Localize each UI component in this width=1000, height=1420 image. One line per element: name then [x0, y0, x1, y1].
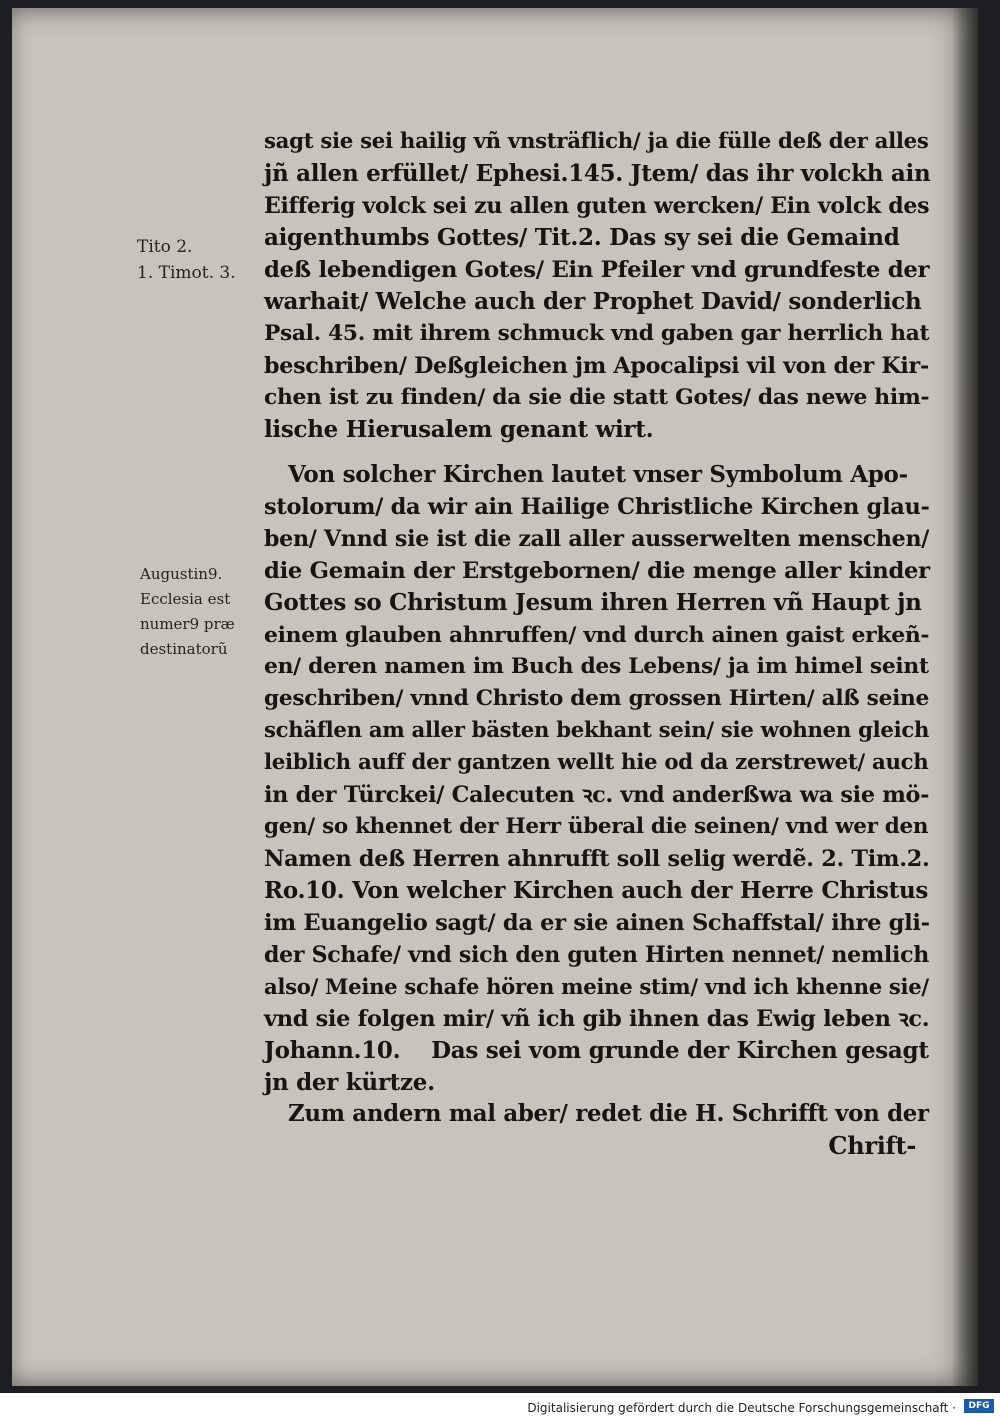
- text-line: vnd sie folgen mir/ vñ ich gib ihnen das Ewig leben ꝛc.: [264, 1006, 930, 1032]
- page-gutter-shadow: [952, 8, 978, 1386]
- text-line: Von solcher Kirchen lautet vnser Symbolum Apo-: [288, 461, 908, 488]
- catchword: Chrift-: [828, 1131, 916, 1160]
- margin-note-line: numer9 præ: [140, 615, 235, 633]
- margin-note-augustin: [140, 562, 235, 662]
- text-line: beschriben/ Deßgleichen jm Apocalipsi vil von der Kir-: [264, 353, 929, 379]
- text-line: deß lebendigen Gotes/ Ein Pfeiler vnd grundfeste der: [264, 257, 930, 283]
- margin-note-tito: Tito 2.: [137, 237, 193, 257]
- text-line: im Euangelio sagt/ da er sie ainen Schaffstal/ ihre gli-: [264, 910, 930, 936]
- funding-credit: Digitalisierung gefördert durch die Deutsche Forschungsgemeinschaft ·: [527, 1401, 956, 1415]
- text-line: schäflen am aller bästen bekhant sein/ sie wohnen gleich: [264, 718, 930, 743]
- text-line: Eifferig volck sei zu allen guten wercken/ Ein volck des: [264, 193, 930, 219]
- paragraph-1: [264, 126, 934, 446]
- dfg-logo: DFG: [964, 1399, 994, 1413]
- text-line: jñ allen erfüllet/ Ephesi.145. Jtem/ das ihr volckh ain: [264, 160, 931, 187]
- text-line: lische Hierusalem genant wirt.: [264, 416, 654, 443]
- text-line: der Schafe/ vnd sich den guten Hirten nennet/ nemlich: [264, 942, 929, 968]
- text-line: jn der kürtze.: [264, 1069, 435, 1096]
- text-line: stolorum/ da wir ain Hailige Christliche Kirchen glau-: [264, 494, 930, 520]
- margin-note-line: destinatorũ: [140, 640, 228, 658]
- margin-note-line: Augustin9.: [140, 565, 223, 583]
- margin-note-timot: 1. Timot. 3.: [137, 263, 236, 283]
- text-line: en/ deren namen im Buch des Lebens/ ja im himel seint: [264, 654, 929, 679]
- text-line: gen/ so khennet der Herr überal die seinen/ vnd wer den: [264, 814, 929, 839]
- text-line: Johann.10. Das sei vom grunde der Kirchen gesagt: [264, 1037, 929, 1064]
- text-line: leiblich auff der gantzen wellt hie od da zerstrewet/ auch: [264, 750, 929, 775]
- text-line: also/ Meine schafe hören meine stim/ vnd ich khenne sie/: [264, 974, 929, 999]
- text-line: chen ist zu finden/ da sie die statt Gotes/ das newe him-: [264, 385, 930, 410]
- text-line: warhait/ Welche auch der Prophet David/ sonderlich: [264, 288, 922, 315]
- footer-bar: [0, 1393, 1000, 1420]
- text-line: Namen deß Herren ahnrufft soll selig werdẽ. 2. Tim.2.: [264, 846, 930, 872]
- text-line: in der Türckei/ Calecuten ꝛc. vnd anderßwa wa sie mö-: [264, 782, 930, 808]
- text-line: aigenthumbs Gottes/ Tit.2. Das sy sei die Gemaind: [264, 224, 900, 251]
- heading-line: Zum andern mal aber/ redet die H. Schrifft von der: [288, 1101, 929, 1127]
- text-line: die Gemain der Erstgebornen/ die menge aller kinder: [264, 558, 930, 584]
- margin-note-line: Ecclesia est: [140, 590, 231, 608]
- text-line: ben/ Vnnd sie ist die zall aller ausserwelten menschen/: [264, 526, 930, 552]
- text-line: geschriben/ vnnd Christo dem grossen Hirten/ alß seine: [264, 686, 929, 711]
- text-line: Ro.10. Von welcher Kirchen auch der Herre Christus: [264, 877, 929, 904]
- paragraph-3: [264, 1098, 934, 1162]
- text-line: Gottes so Christum Jesum ihren Herren vñ Haupt jn: [264, 589, 922, 616]
- text-line: sagt sie sei hailig vñ vnsträflich/ ja die fülle deß der alles: [264, 129, 929, 154]
- paragraph-2: [264, 459, 934, 1099]
- text-line: Psal. 45. mit ihrem schmuck vnd gaben gar herrlich hat: [264, 321, 930, 346]
- text-line: einem glauben ahnruffen/ vnd durch ainen gaist erkeñ-: [264, 622, 930, 648]
